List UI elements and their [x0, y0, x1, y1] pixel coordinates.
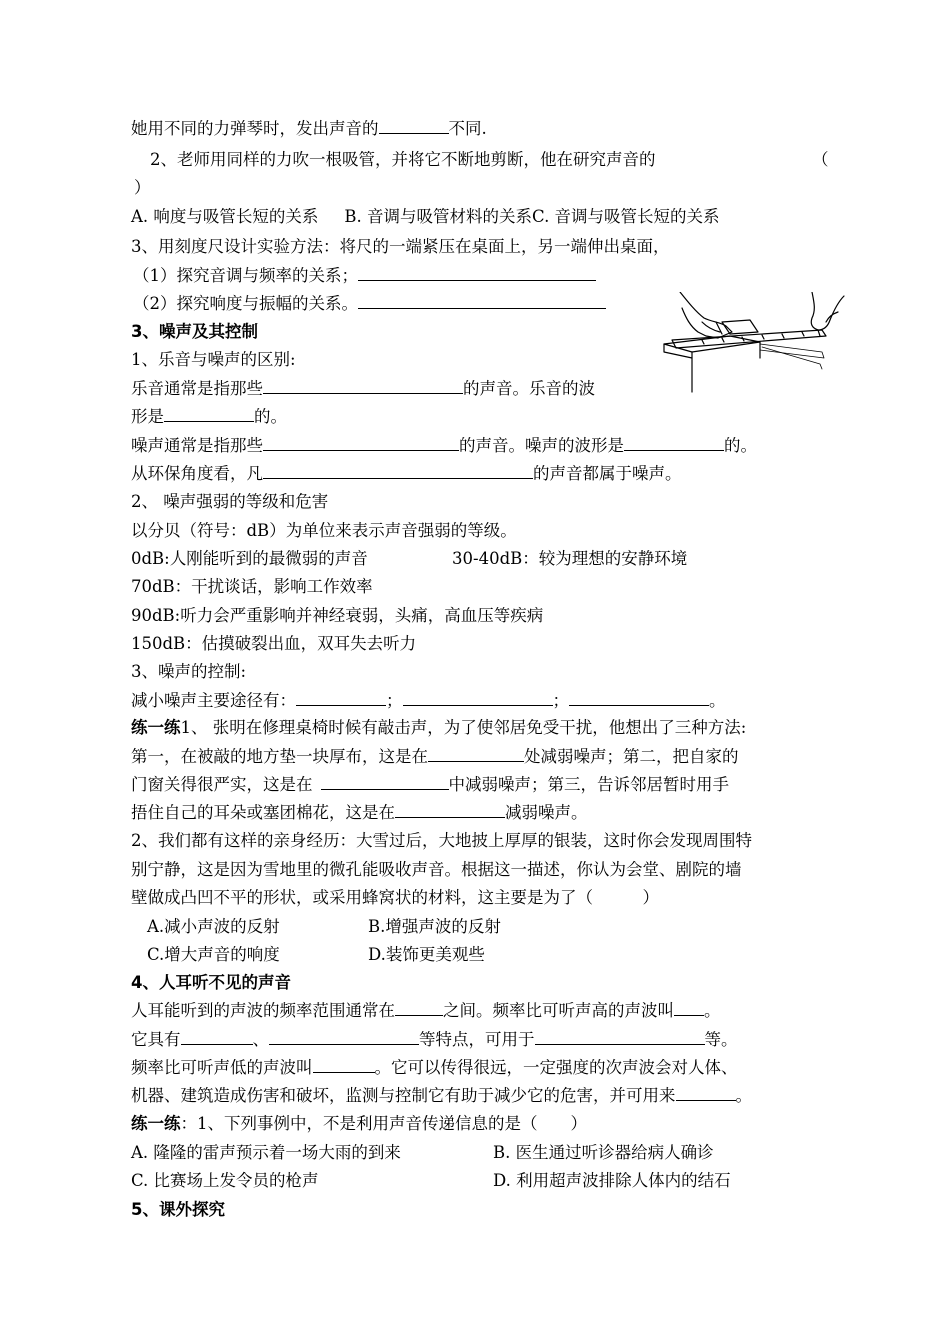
- option-c-row-2: [131, 1170, 319, 1192]
- option-b-row: [368, 916, 501, 938]
- answer-blank[interactable]: [395, 1000, 443, 1016]
- line-practice-1: [131, 717, 746, 739]
- text: 处减弱噪声；第二，把自家的: [524, 747, 739, 766]
- answer-blank[interactable]: [263, 463, 533, 479]
- line-practice-1c: [131, 774, 729, 796]
- line-infrasound: [131, 1057, 738, 1079]
- answer-blank[interactable]: [263, 435, 459, 451]
- answer-blank[interactable]: [379, 118, 449, 134]
- text: 中减弱噪声；第三，告诉邻居暂时用手: [448, 775, 729, 794]
- option-d: D.装饰更美观些: [368, 945, 485, 964]
- text: 3、用刻度尺设计实验方法：将尺的一端紧压在桌面上，另一端伸出桌面，: [131, 237, 670, 256]
- text: 70dB：干扰谈话，影响工作效率: [131, 577, 373, 596]
- options-q2: [131, 206, 720, 228]
- choice-bracket-close: [134, 177, 151, 199]
- heading-text: 5、课外探究: [131, 1200, 225, 1219]
- text: 1、 张明在修理桌椅时候有敲击声，为了使邻居免受干扰，他想出了三种方法:: [180, 718, 747, 737]
- line-1: [131, 118, 487, 140]
- option-a-row: [147, 916, 280, 938]
- option-a: A. 隆隆的雷声预示着一场大雨的到来: [131, 1143, 401, 1162]
- text: 的声音。乐音的波: [463, 379, 595, 398]
- answer-blank[interactable]: [403, 690, 553, 706]
- answer-blank[interactable]: [358, 293, 606, 309]
- text: 的。: [254, 407, 287, 426]
- text: 。: [709, 691, 726, 710]
- text: （2）探究响度与振幅的关系。: [133, 294, 358, 313]
- heading-text: 4、人耳听不见的声音: [131, 973, 291, 992]
- text: 捂住自己的耳朵或塞团棉花，这是在: [131, 803, 395, 822]
- text: 3、噪声的控制:: [131, 662, 247, 681]
- text: 0dB:人刚能听到的最微弱的声音: [131, 549, 368, 568]
- answer-blank[interactable]: [395, 802, 505, 818]
- text: 它具有: [131, 1030, 181, 1049]
- answer-blank[interactable]: [269, 1029, 419, 1045]
- text: 她用不同的力弹琴时，发出声音的: [131, 119, 379, 138]
- option-a: A. 响度与吸管长短的关系: [131, 207, 319, 226]
- text: 2、老师用同样的力吹一根吸管，并将它不断地剪断，他在研究声音的: [150, 150, 656, 169]
- text: 30-40dB：较为理想的安静环境: [452, 549, 688, 568]
- option-d-row-2: [493, 1170, 731, 1192]
- line-practice-1d: [131, 802, 588, 824]
- answer-blank[interactable]: [676, 1085, 736, 1101]
- answer-blank[interactable]: [428, 746, 524, 762]
- line-q3-1: [133, 265, 596, 287]
- line-2: [150, 149, 656, 171]
- line-practice-2b: [131, 859, 742, 881]
- text: 壁做成凸凹不平的形状，或采用蜂窝状的材料，这主要是为了（ ）: [131, 888, 659, 907]
- answer-blank[interactable]: [296, 690, 386, 706]
- text: 从环保角度看，凡: [131, 464, 263, 483]
- text: 。: [704, 1001, 721, 1020]
- line-db-150: [131, 633, 416, 655]
- text: 2、我们都有这样的亲身经历：大雪过后，大地披上厚厚的银装，这时你会发现周围特: [131, 831, 752, 850]
- text: ：1、下列事例中，不是利用声音传递信息的是（ ）: [180, 1114, 587, 1133]
- line-noise-def: [131, 435, 757, 457]
- answer-blank[interactable]: [263, 378, 463, 394]
- option-a-row-2: [131, 1142, 401, 1164]
- practice-label: 练一练: [131, 1114, 181, 1133]
- text: 的声音。噪声的波形是: [459, 436, 624, 455]
- answer-blank[interactable]: [569, 690, 709, 706]
- answer-blank[interactable]: [624, 435, 724, 451]
- option-a: A.减小声波的反射: [147, 917, 280, 936]
- line-infrasound-b: [131, 1085, 752, 1107]
- text: 形是: [131, 407, 164, 426]
- heading-text: 3、噪声及其控制: [131, 322, 258, 341]
- line-music-def: [131, 378, 595, 400]
- text: 别宁静，这是因为雪地里的微孔能吸收声音。根据这一描述，你认为会堂、剧院的墙: [131, 860, 742, 879]
- line-db-unit: [131, 520, 517, 542]
- answer-blank[interactable]: [164, 406, 254, 422]
- text: 人耳能听到的声波的频率范围通常在: [131, 1001, 395, 1020]
- text: 90dB:听力会严重影响并神经衰弱，头痛，高血压等疾病: [131, 606, 544, 625]
- option-b: B.增强声波的反射: [368, 917, 501, 936]
- text: 的声音都属于噪声。: [533, 464, 682, 483]
- answer-blank[interactable]: [674, 1000, 704, 1016]
- option-b: B. 音调与吸管材料的关系: [344, 207, 533, 226]
- line-db-30: [452, 548, 687, 570]
- option-d: D. 利用超声波排除人体内的结石: [493, 1171, 731, 1190]
- text: （1）探究音调与频率的关系；: [133, 266, 358, 285]
- text: 减弱噪声。: [505, 803, 588, 822]
- line-practice-1b: [131, 746, 739, 768]
- line-practice-3: [131, 1113, 587, 1135]
- text: 1、乐音与噪声的区别:: [131, 350, 296, 369]
- text: 。它可以传得很远，一定强度的次声波会对人体、: [374, 1058, 738, 1077]
- section-heading-noise: [131, 321, 258, 343]
- text: ；: [552, 691, 569, 710]
- answer-blank[interactable]: [313, 1057, 375, 1073]
- ruler-experiment-illustration: [662, 292, 852, 402]
- option-c: C.增大声音的响度: [147, 945, 280, 964]
- practice-label: 练一练: [131, 718, 181, 737]
- text: （: [812, 150, 829, 169]
- text: 2、 噪声强弱的等级和危害: [131, 492, 329, 511]
- line-db-90: [131, 605, 543, 627]
- line-control-ways: [131, 690, 726, 712]
- line-music-wave: [131, 406, 287, 428]
- text: 乐音通常是指那些: [131, 379, 263, 398]
- text: 、: [252, 1030, 269, 1049]
- text: 第一，在被敲的地方垫一块厚布，这是在: [131, 747, 428, 766]
- text: 的。: [724, 436, 757, 455]
- option-c: C. 音调与吸管长短的关系: [532, 207, 720, 226]
- line-control: [131, 661, 246, 683]
- option-c-row: [147, 944, 280, 966]
- section-heading-explore: [131, 1199, 225, 1221]
- line-noise-levels: [131, 491, 328, 513]
- text: 。: [735, 1086, 752, 1105]
- text: 频率比可听声低的声波叫: [131, 1058, 313, 1077]
- text: 机器、建筑造成伤害和破坏，监测与控制它有助于减少它的危害，并可用来: [131, 1086, 676, 1105]
- line-db-70: [131, 576, 373, 598]
- text: 噪声通常是指那些: [131, 436, 263, 455]
- text: ；: [386, 691, 403, 710]
- text: 等。: [704, 1030, 738, 1049]
- line-q3-2: [133, 293, 606, 315]
- line-noise-1: [131, 349, 296, 371]
- line-freq-range: [131, 1000, 721, 1022]
- option-d-row: [368, 944, 485, 966]
- line-q3: [131, 236, 670, 258]
- answer-blank[interactable]: [535, 1029, 705, 1045]
- text: 以分贝（符号：dB）为单位来表示声音强弱的等级。: [131, 521, 517, 540]
- line-db-0: [131, 548, 368, 570]
- text: 门窗关得很严实，这是在: [131, 775, 313, 794]
- text: 150dB：估摸破裂出血，双耳失去听力: [131, 634, 417, 653]
- text: 等特点，可用于: [419, 1030, 535, 1049]
- line-ultrasound: [131, 1029, 738, 1051]
- answer-blank[interactable]: [181, 1029, 253, 1045]
- text: ）: [134, 178, 151, 197]
- line-practice-2c: [131, 887, 659, 909]
- text: 不同.: [448, 119, 487, 138]
- text: 之间。频率比可听声高的声波叫: [443, 1001, 674, 1020]
- option-b-row-2: [493, 1142, 714, 1164]
- text: 减小噪声主要途径有：: [131, 691, 296, 710]
- answer-blank[interactable]: [358, 265, 596, 281]
- answer-blank[interactable]: [321, 774, 449, 790]
- section-heading-inaudible: [131, 972, 291, 994]
- line-practice-2: [131, 830, 752, 852]
- option-c: C. 比赛场上发令员的枪声: [131, 1171, 319, 1190]
- option-b: B. 医生通过听诊器给病人确诊: [493, 1143, 714, 1162]
- choice-bracket-open: [812, 149, 829, 171]
- line-env: [131, 463, 682, 485]
